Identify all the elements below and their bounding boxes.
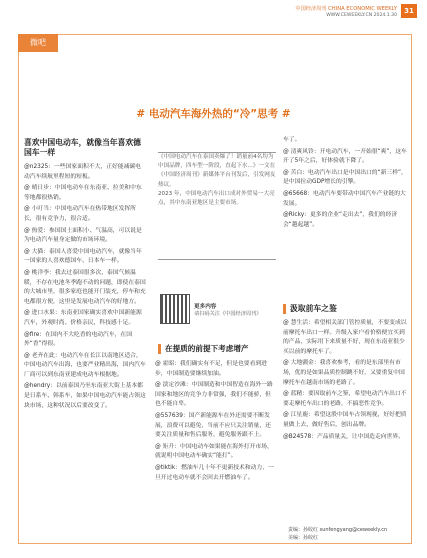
editor-credit: 责编：孙皎红 sunfengyang@ceweekly.cn xyxy=(288,527,388,533)
qr-caption-2: 请扫码关注《中国经济周刊》 xyxy=(194,311,262,317)
section-heading-1: 喜欢中国电动车，就像当年喜欢德国车一样 xyxy=(24,138,141,157)
comment: @B24578：产品质量关，让中国造走向世界。 xyxy=(283,433,404,440)
comment: @ 桃洋李：我去过泰国很多次，泰国气候温暖，不存在电池冬季跑不动的问题，即使在泰国的大城市里，很多家庭也能开门装充，停车和充电都很方便，这里是发展电动汽车的好地方。 xyxy=(24,269,146,305)
comment: @n2325：一些国家面积不大，正好能减碳电动汽车续航里程短的短板。 xyxy=(24,164,141,180)
quote-line: 《中国电动汽车在泰国卖爆了！销量前4名均为中国品牌，四车型一阶段，直起下水...》一文在《中国经济周刊》新媒体平台刊发后，引发网友热议。 xyxy=(158,154,276,188)
comment: @ 清爽风铃：开电动汽车，一开始很“爽”，这车开了5年之后，好体验就下降了。 xyxy=(283,148,407,165)
comment: @Ricky：更多的企业“走出去”，我们的经济会“越起越”。 xyxy=(283,212,398,228)
comment: @ 晴日步：中国电动车在东南亚、拉美和中东等地都很热销。 xyxy=(24,185,142,201)
comment: @ 苦白：电动汽车出口是中国出口的“新三样”，是中国拉动GDP增长的引擎。 xyxy=(283,169,407,186)
header-title: 中国经济周刊 CHINA ECONOMIC WEEKLY xyxy=(295,6,397,12)
comment: @ 大地疆金：我喜欢参考，看的是东部里有市场，优的是如果品质控制跳不好，又要重复中国摩托车在越南市场的老路了。 xyxy=(283,360,405,386)
comment: @hendry：以前泰国乃至东南亚大街上基本都是日系车、韩系车，如果中国电动汽车能占领这块市场，这种状况以后要改变了。 xyxy=(24,383,146,409)
comment: @fire：在国内不大吃香的电动汽车，在国外“香”得很。 xyxy=(24,331,133,348)
comment: @ 小叮当：中国电动汽车在热带地区发挥所长，很有竞争力，很合适。 xyxy=(24,206,136,222)
column-right-bottom xyxy=(283,302,407,444)
comment: @ 霍昭：我们确实有不足，但是也要看到进步，中国制造要继续加油。 xyxy=(155,361,267,377)
designer-credit: 美编：孙皎红 xyxy=(288,535,319,541)
comment: @ 大猫：泰国人喜爱中国电动汽车，就像当年一国家的人喜欢德国车、日本车一样。 xyxy=(24,248,142,265)
comment: @65668：电动汽车要带动中国汽车产业链的大发展。 xyxy=(283,190,406,207)
comment: @ 蓝精：要因取前车之鉴，希望电动汽车出口不要走摩托车出口的老路，不搞恶性竞争。 xyxy=(283,391,407,407)
qr-caption-1: 更多内容 xyxy=(194,304,217,310)
comment: @tiktik：燃油车几十年不更新技术和动力，一旦开过电动车就不会回去开燃油车了。 xyxy=(155,464,274,481)
column-left xyxy=(24,136,146,413)
comment: @ 慧生活：希望相关部门管控质量，不要变成以前摩托车出口一样。升级入家户看价格便宜买到的产品，实际用下来质量不好，现在东南亚很少买以前的摩托车了。 xyxy=(283,320,407,355)
comment: @ 热爱：参国国土面积小、气温高，可以说是为电动汽车量身定做的市场环境。 xyxy=(24,227,142,244)
comment: 车了。 xyxy=(283,137,301,143)
quote-line: 2023 年，中国电动汽车出口成对外贸易一大亮点，其中东南亚地区是主要市场。 xyxy=(158,190,275,207)
section-tab: 微吧 xyxy=(18,34,58,52)
comment: @ 进口水果：东南亚国家确实喜欢中国新能源汽车，外观时尚、价格亲民，科技感十足。 xyxy=(24,310,142,326)
column-middle xyxy=(155,360,275,485)
credits xyxy=(288,526,387,542)
header-url: WWW.CEWEEKLY.CN 2024.1.30 xyxy=(326,13,397,18)
comment: @ 江星鹿：希望这股中国车占领现视，好好把质量做上去，做好售后，创出品牌。 xyxy=(283,412,407,428)
qr-code-icon[interactable] xyxy=(160,294,190,324)
pull-quote xyxy=(158,152,276,260)
comment: @ 矩升：中国电动车如果能在海外打开市场，就说明中国电动车确实“能打”。 xyxy=(155,443,273,460)
comment: @ 老齐在此：电动汽车在长江以南地区适合，中国电动汽车出海，也要严业精出海，国内汽车厂商可以到东南亚建成电动车根据地。 xyxy=(24,352,146,378)
comment: @ 淡定沙滩：中国制造和中国智造在海外一路国家和地区的竞争力非常强，我们不能骄，但也不能自卑。 xyxy=(155,382,273,408)
qr-block xyxy=(158,292,282,328)
article-title: # 电动汽车海外热的“冷”思考 # xyxy=(136,108,291,120)
page-number: 31 xyxy=(401,4,417,18)
comment: @557639：国产新能源车在外还需要不断发展，浪费可以避免，当前不应只关注销量，还要关注质量和售后服务，避免服务跟不上。 xyxy=(155,412,271,439)
section-heading-3: 汲取前车之鉴 xyxy=(283,304,407,314)
column-right-top xyxy=(283,136,407,232)
section-heading-2: 在提质的前提下考虑增产 xyxy=(158,344,285,354)
